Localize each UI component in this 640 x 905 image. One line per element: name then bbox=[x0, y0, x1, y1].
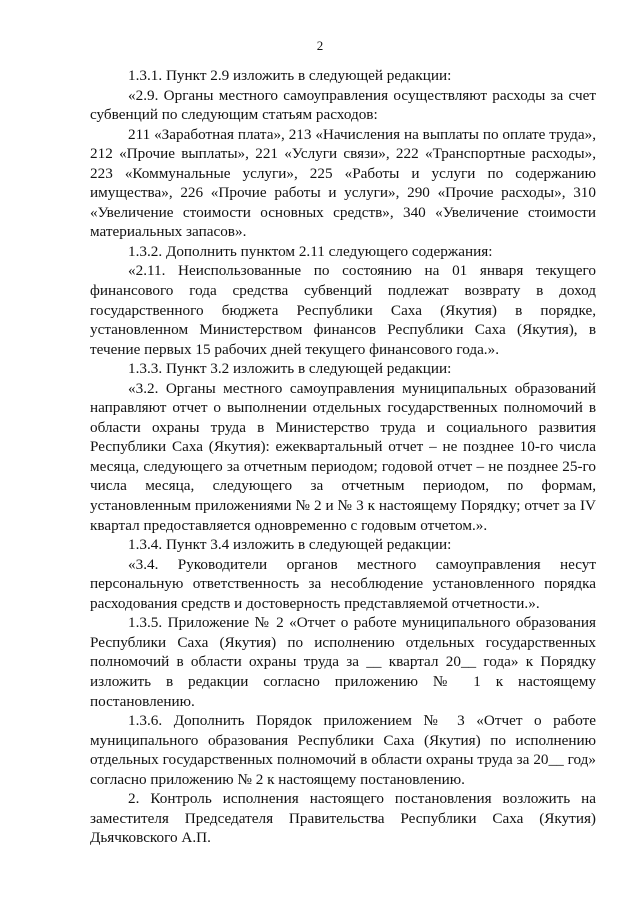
paragraph-2-control: 2. Контроль исполнения настоящего постановления возложить на заместителя Председателя Правительства Республики Саха (Якутия) Дьячковского А.П. bbox=[90, 790, 596, 847]
paragraph-2-11-quote: «2.11. Неиспользованные по состоянию на 01 января текущего финансового года средства субвенций подлежат возврату в доход государственного бюджета Республики Саха (Якутия) в порядке, установленном Министерством финансов Республики Саха (Якутия), в течение первых 15 рабочих дней текущего финансового года.». bbox=[90, 262, 596, 358]
document-body bbox=[90, 66, 596, 848]
paragraph-2-9-quote: «2.9. Органы местного самоуправления осуществляют расходы за счет субвенций по следующим статьям расходов: bbox=[90, 86, 596, 124]
paragraph-1-3-5: 1.3.5. Приложение № 2 «Отчет о работе муниципального образования Республики Саха (Якутия) по исполнению отдельных государственных полномочий в области охраны труда за __ квартал 20__ года» к Порядку изложить в редакции согласно приложению № 1 к настоящему постановлению. bbox=[90, 614, 596, 710]
paragraph-1-3-1: 1.3.1. Пункт 2.9 изложить в следующей редакции: bbox=[128, 67, 452, 84]
paragraph-1-3-6: 1.3.6. Дополнить Порядок приложением № 3 «Отчет о работе муниципального образования Республики Саха (Якутия) по исполнению отдельных государственных полномочий в области охраны труда за 20__ год» согласно приложению № 2 к настоящему постановлению. bbox=[90, 712, 596, 788]
paragraph-1-3-2: 1.3.2. Дополнить пунктом 2.11 следующего содержания: bbox=[128, 242, 493, 260]
paragraph-1-3-4: 1.3.4. Пункт 3.4 изложить в следующей редакции: bbox=[128, 536, 452, 554]
paragraph-3-2-quote: «3.2. Органы местного самоуправления муниципальных образований направляют отчет о выполнении отдельных государственных полномочий в области охраны труда в Министерство труда и социального развития Республики Саха (Якутия): ежеквартальный отчет – не позднее 10-го числа месяца, следующего за отчетным периодом; годовой отчет – не позднее 25-го числа месяца, следующего за отчетным периодом, по формам, установленным приложениями № 2 и № 3 к настоящему Порядку; отчет за IV квартал предоставляется одновременно с годовым отчетом.». bbox=[90, 379, 596, 534]
page-number: 2 bbox=[316, 38, 324, 53]
paragraph-expense-articles: 211 «Заработная плата», 213 «Начисления на выплаты по оплате труда», 212 «Прочие выплаты», 221 «Услуги связи», 222 «Транспортные расходы», 223 «Коммунальные услуги», 225 «Работы и услуги по содержанию имущества», 226 «Прочие работы и услуги», 290 «Прочие расходы», 310 «Увеличение стоимости основных средств», 340 «Увеличение стоимости материальных запасов». bbox=[90, 125, 596, 241]
paragraph-1-3-3: 1.3.3. Пункт 3.2 изложить в следующей редакции: bbox=[128, 360, 452, 378]
paragraph-3-4-quote: «3.4. Руководители органов местного самоуправления несут персональную ответственность за несоблюдение установленного порядка расходования средств и достоверность представляемой отчетности.». bbox=[90, 555, 596, 612]
